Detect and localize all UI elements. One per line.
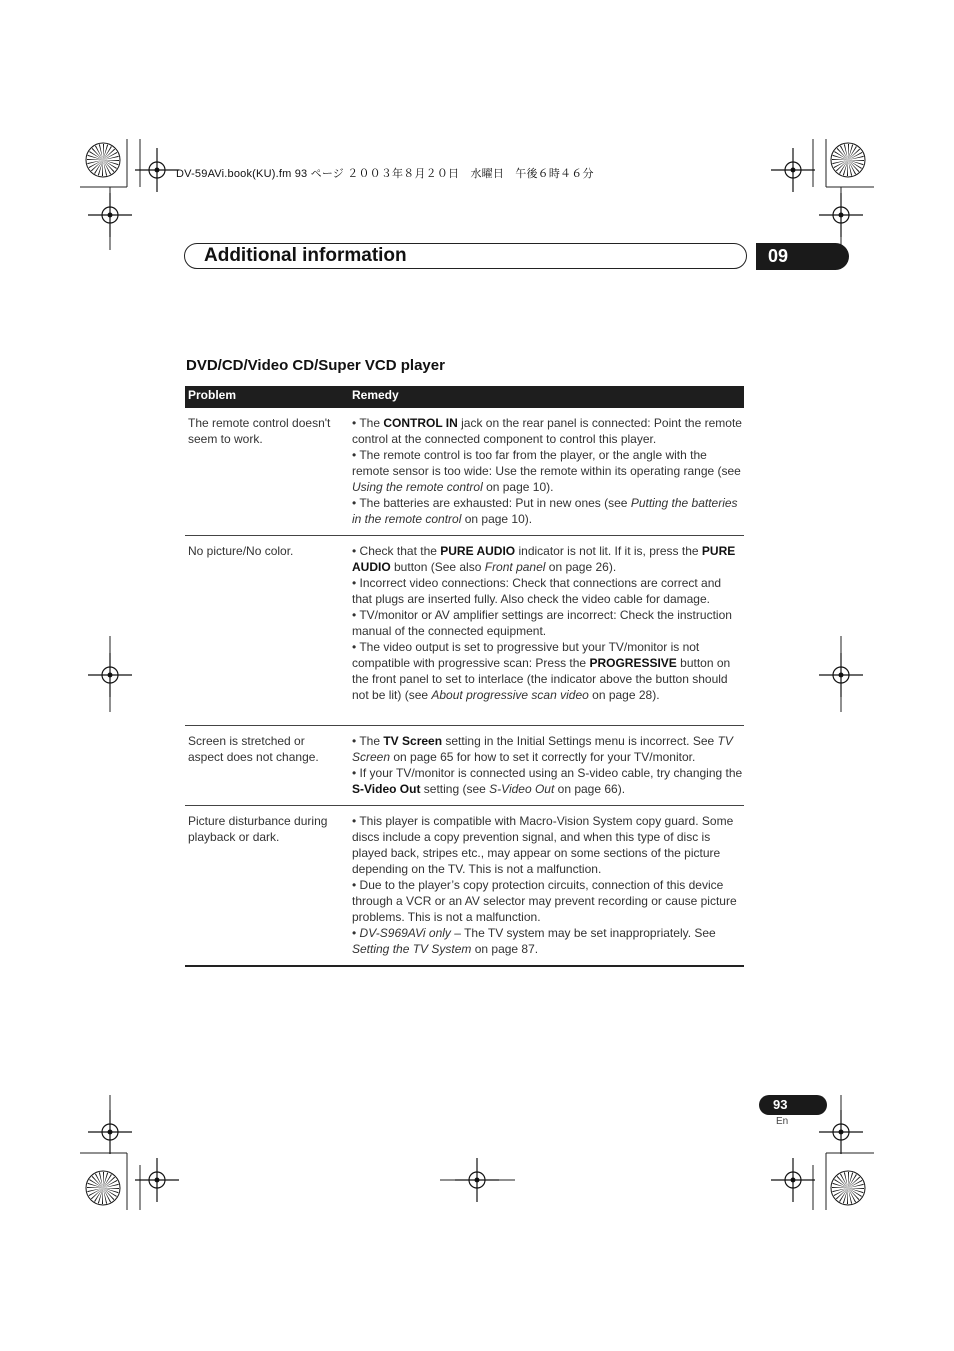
remedy-text: • The video output is set to progressive but your TV/monitor is not compatible with progressive scan: Press the (352, 640, 700, 670)
remedy-text: on page 66). (554, 782, 626, 796)
problem-cell: Screen is stretched or aspect does not change. (188, 734, 319, 764)
print-header: DV-59AVi.book(KU).fm 93 ページ ２００３年８月２０日 水曜日 午後６時４６分 (176, 168, 594, 180)
header-problem: Problem (188, 388, 237, 402)
remedy-text: on page 87. (471, 942, 539, 956)
cross-reference: TV Screen (352, 734, 733, 764)
remedy-text: on page 26). (545, 560, 617, 574)
control-name: PROGRESSIVE (589, 656, 677, 670)
remedy-item (352, 607, 744, 639)
cross-reference: DV-S969AVi only (359, 926, 451, 940)
remedy-item (352, 495, 744, 527)
registration-wheel (831, 1171, 865, 1205)
remedy-text: on page 10). (482, 480, 554, 494)
remedy-item (352, 575, 744, 607)
remedy-item (352, 733, 744, 765)
control-name: S-Video Out (352, 782, 421, 796)
remedy-text: • The batteries are exhausted: Put in new ones (see (352, 496, 631, 510)
problem-cell: Picture disturbance during playback or dark. (188, 814, 328, 844)
remedy-text: • Check that the (352, 544, 441, 558)
remedy-text: on page 65 for how to set it correctly for your TV/monitor. (390, 750, 696, 764)
table-header (185, 386, 744, 408)
remedy-text: • If your TV/monitor is connected using an S-video cable, try changing the (352, 766, 743, 780)
page-language: En (776, 1116, 789, 1127)
remedy-item (352, 813, 744, 877)
chapter-title: Additional information (204, 245, 407, 266)
registration-wheel (86, 143, 120, 177)
cross-reference: Setting the TV System (352, 942, 472, 956)
remedy-cell (352, 806, 744, 965)
remedy-text: • Incorrect video connections: Check that connections are correct and that plugs are inserted fully. Also check the video cable for damage. (352, 576, 722, 606)
remedy-cell (352, 408, 744, 535)
remedy-text: – The TV system may be set inappropriately. See (450, 926, 716, 940)
cross-reference: Putting the batteries in the remote control (352, 496, 738, 526)
remedy-text: on page 28). (588, 688, 660, 702)
problem-cell: The remote control doesn't seem to work. (188, 416, 331, 446)
table-body (185, 408, 744, 967)
remedy-item (352, 877, 744, 925)
remedy-text: button on the front panel to set to interlace (the indicator above the button should not be lit) (see (352, 656, 731, 702)
remedy-text: jack on the rear panel is connected: Point the remote control at the connected component to control this player. (352, 416, 742, 446)
remedy-item (352, 415, 744, 447)
table-row (185, 806, 744, 967)
cross-reference: Using the remote control (352, 480, 483, 494)
remedy-text: • This player is compatible with Macro-Vision System copy guard. Some discs include a copy prevention signal, and when this type of disc is played back, stripes etc., may appear on some sections of the picture depending on the TV. This is not a malfunction. (352, 814, 734, 876)
remedy-text: • The remote control is too far from the player, or the angle with the remote sensor is too wide: Use the remote within its operating range (see (352, 448, 741, 478)
remedy-cell (352, 536, 744, 725)
page-number-tab (759, 1095, 827, 1115)
table-row (185, 408, 744, 536)
remedy-item (352, 765, 744, 797)
remedy-text: • The (352, 734, 384, 748)
control-name: CONTROL IN (383, 416, 458, 430)
section-heading: DVD/CD/Video CD/Super VCD player (186, 357, 445, 374)
page-number: 93 (773, 1097, 788, 1112)
cross-reference: About progressive scan video (431, 688, 589, 702)
chapter-number: 09 (768, 246, 789, 266)
table-row (185, 726, 744, 806)
remedy-text: • TV/monitor or AV amplifier settings are incorrect: Check the instruction manual of the connected equipment. (352, 608, 732, 638)
remedy-text: indicator is not lit. If it is, press the (515, 544, 702, 558)
problem-cell: No picture/No color. (188, 544, 294, 558)
control-name: PURE AUDIO (352, 544, 736, 574)
remedy-item (352, 639, 744, 703)
remedy-text: button (See also (390, 560, 485, 574)
remedy-text: setting in the Initial Settings menu is incorrect. See (442, 734, 718, 748)
registration-wheel (86, 1171, 120, 1205)
cross-reference: Front panel (484, 560, 546, 574)
remedy-cell (352, 726, 744, 805)
troubleshooting-table (185, 386, 744, 967)
remedy-text: • (352, 926, 360, 940)
table-row (185, 536, 744, 726)
remedy-item (352, 543, 744, 575)
cross-reference: S-Video Out (489, 782, 555, 796)
remedy-item (352, 925, 744, 957)
registration-wheel (831, 143, 865, 177)
remedy-text: • The (352, 416, 384, 430)
remedy-item (352, 447, 744, 495)
remedy-text: setting (see (420, 782, 490, 796)
header-remedy: Remedy (352, 388, 399, 402)
control-name: TV Screen (383, 734, 443, 748)
remedy-text: • Due to the player’s copy protection circuits, connection of this device through a VCR or an AV selector may prevent recording or cause picture problems. This is not a malfunction. (352, 878, 737, 924)
control-name: PURE AUDIO (440, 544, 516, 558)
remedy-text: on page 10). (461, 512, 533, 526)
